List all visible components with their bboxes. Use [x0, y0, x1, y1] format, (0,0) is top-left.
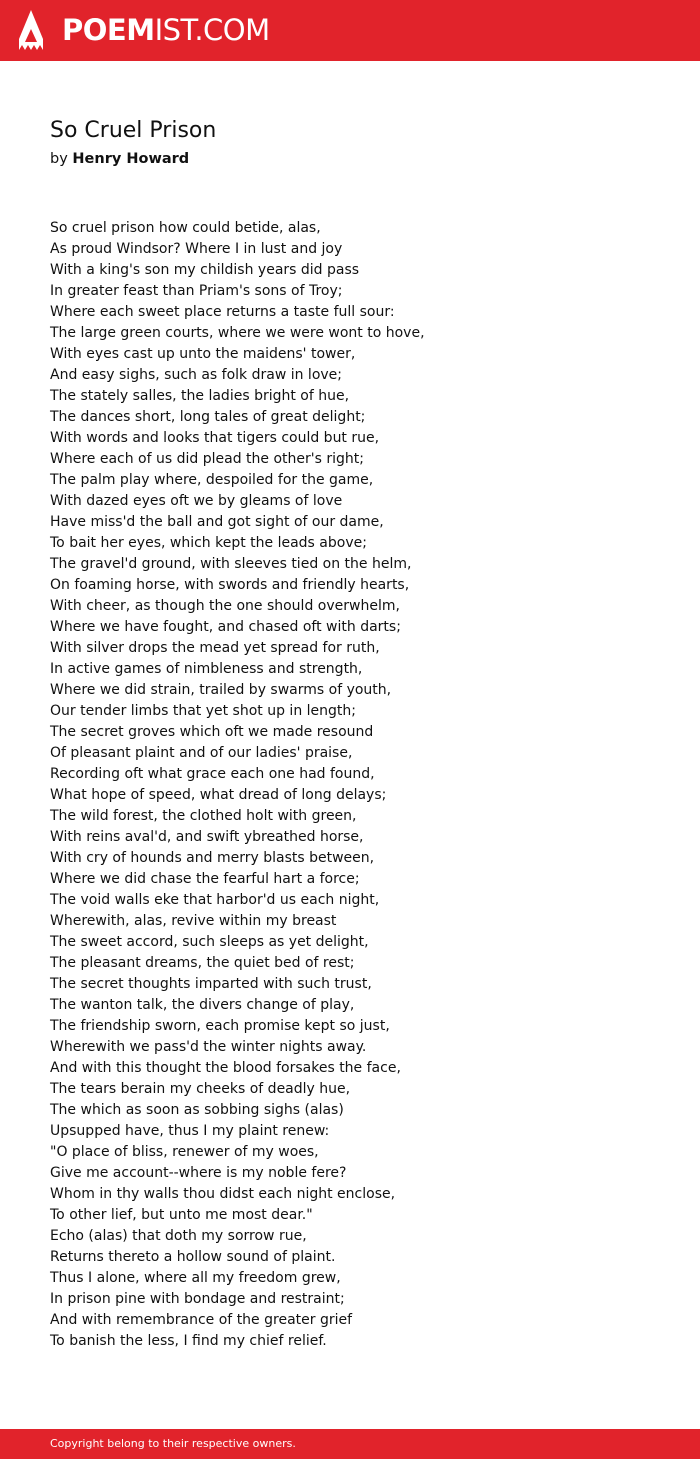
poem-line: On foaming horse, with swords and friendly hearts, [50, 577, 410, 593]
poem-line: And easy sighs, such as folk draw in love; [50, 367, 343, 383]
poem-line: Where we did chase the fearful hart a force; [50, 871, 360, 887]
poem-line: The pleasant dreams, the quiet bed of rest; [50, 955, 355, 971]
copyright-text: Copyright belong to their respective owners. [50, 1437, 296, 1450]
poem-line: The sweet accord, such sleeps as yet delight, [50, 934, 369, 950]
poem-line: With reins aval'd, and swift ybreathed horse, [50, 829, 364, 845]
poem-line: The secret thoughts imparted with such trust, [50, 976, 372, 992]
poem-byline [50, 149, 189, 169]
poem-line: Returns thereto a hollow sound of plaint. [50, 1249, 336, 1265]
poem-line: With dazed eyes oft we by gleams of love [50, 493, 343, 509]
poem-line: What hope of speed, what dread of long delays; [50, 787, 387, 803]
poem-body [50, 218, 670, 1352]
poem-line: Give me account--where is my noble fere? [50, 1165, 347, 1181]
site-logo[interactable] [62, 13, 270, 47]
poem-line: Our tender limbs that yet shot up in length; [50, 703, 356, 719]
poem-line: The gravel'd ground, with sleeves tied on the helm, [50, 556, 412, 572]
poem-line: To banish the less, I find my chief relief. [50, 1333, 327, 1349]
poem-line: Where we did strain, trailed by swarms of youth, [50, 682, 392, 698]
by-label: by [50, 151, 68, 167]
poem-line: With silver drops the mead yet spread for ruth, [50, 640, 380, 656]
poem-line: Thus I alone, where all my freedom grew, [50, 1270, 341, 1286]
poem-line: As proud Windsor? Where I in lust and joy [50, 241, 343, 257]
poem-line: Of pleasant plaint and of our ladies' praise, [50, 745, 353, 761]
poem-line: Whom in thy walls thou didst each night enclose, [50, 1186, 396, 1202]
poem-line: The which as soon as sobbing sighs (alas) [50, 1102, 344, 1118]
poem-line: The friendship sworn, each promise kept so just, [50, 1018, 390, 1034]
poem-author: Henry Howard [72, 151, 190, 167]
poem-line: The secret groves which oft we made resound [50, 724, 374, 740]
poem-line: Wherewith we pass'd the winter nights away. [50, 1039, 367, 1055]
poem-line: Upsupped have, thus I my plaint renew: [50, 1123, 330, 1139]
poem-line: The palm play where, despoiled for the game, [50, 472, 374, 488]
poem-line: To bait her eyes, which kept the leads above; [50, 535, 367, 551]
poem-line: And with remembrance of the greater grief [50, 1312, 353, 1328]
poem-line: With cheer, as though the one should overwhelm, [50, 598, 400, 614]
poem-line: And with this thought the blood forsakes the face, [50, 1060, 401, 1076]
poem-line: The stately salles, the ladies bright of hue, [50, 388, 350, 404]
poem-line: In active games of nimbleness and strength, [50, 661, 363, 677]
poem-line: "O place of bliss, renewer of my woes, [50, 1144, 319, 1160]
poem-line: The dances short, long tales of great delight; [50, 409, 366, 425]
poem-line: The void walls eke that harbor'd us each night, [50, 892, 380, 908]
logo-brand-bold: POEM [62, 13, 155, 47]
pen-nib-icon[interactable] [17, 9, 45, 51]
poem-line: So cruel prison how could betide, alas, [50, 220, 321, 236]
poem-line: With words and looks that tigers could but rue, [50, 430, 380, 446]
poem-title: So Cruel Prison [50, 118, 217, 143]
poem-line: Wherewith, alas, revive within my breast [50, 913, 337, 929]
poem-line: The tears berain my cheeks of deadly hue, [50, 1081, 351, 1097]
poem-line: Where each sweet place returns a taste full sour: [50, 304, 395, 320]
poem-line: To other lief, but unto me most dear." [50, 1207, 313, 1223]
poem-line: The large green courts, where we were wont to hove, [50, 325, 425, 341]
poem-line: Recording oft what grace each one had found, [50, 766, 375, 782]
poem-line: In greater feast than Priam's sons of Troy; [50, 283, 343, 299]
poem-line: Echo (alas) that doth my sorrow rue, [50, 1228, 307, 1244]
poem-line: The wild forest, the clothed holt with green, [50, 808, 357, 824]
poem-line: In prison pine with bondage and restraint; [50, 1291, 345, 1307]
site-header [0, 0, 700, 61]
logo-brand-light: IST.COM [154, 13, 270, 47]
poem-line: With a king's son my childish years did pass [50, 262, 360, 278]
poem-line: Have miss'd the ball and got sight of our dame, [50, 514, 384, 530]
poem-line: The wanton talk, the divers change of play, [50, 997, 355, 1013]
site-footer [0, 1429, 700, 1459]
poem-line: Where we have fought, and chased oft with darts; [50, 619, 401, 635]
poem-line: Where each of us did plead the other's right; [50, 451, 364, 467]
poem-line: With eyes cast up unto the maidens' tower, [50, 346, 356, 362]
poem-line: With cry of hounds and merry blasts between, [50, 850, 375, 866]
